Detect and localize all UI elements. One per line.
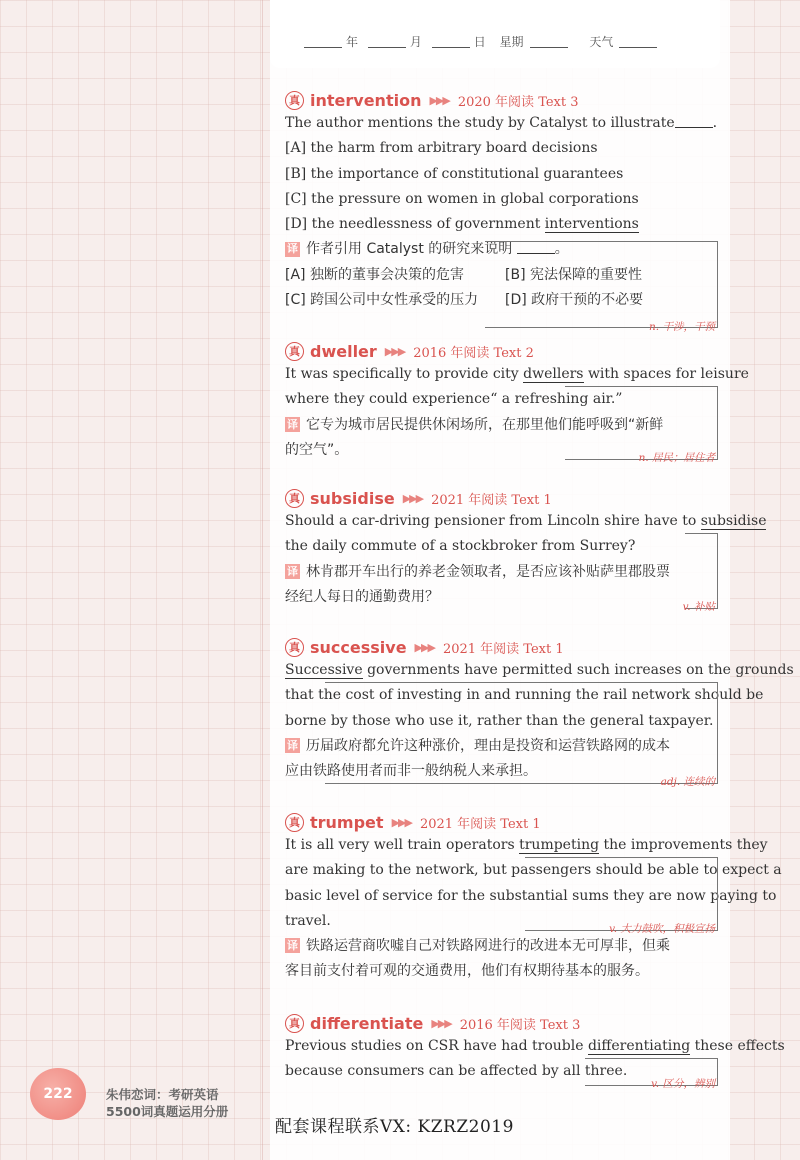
- sentence-line: It was specifically to provide city dwellers with spaces for leisure: [285, 366, 749, 382]
- book-title-line-1: 朱伟恋词：考研英语: [106, 1087, 219, 1102]
- sentence-line: are making to the network, but passengers should be able to expect a: [285, 862, 782, 879]
- entry-differentiate: [285, 1012, 785, 1090]
- translation-marker-icon: 译: [287, 738, 298, 752]
- day-label: 日: [473, 35, 486, 49]
- exam-marker-icon: 真: [285, 1014, 304, 1033]
- gloss-bracket: [685, 533, 718, 609]
- gloss-bracket: [485, 241, 718, 328]
- underlined-word: interventions: [544, 216, 639, 233]
- translation-line: 的空气”。: [285, 441, 349, 458]
- gloss: v. 区分，辨别: [651, 1078, 715, 1090]
- source-label: 2021 年阅读 Text 1: [419, 816, 541, 832]
- option-b: [B] the importance of constitutional guarantees: [285, 165, 624, 182]
- sentence-line: the daily commute of a stockbroker from Surrey?: [285, 538, 636, 555]
- headword: differentiate: [310, 1013, 424, 1033]
- option-d: [D] the needlessness of government interventions: [285, 216, 639, 233]
- headword: trumpet: [310, 812, 384, 832]
- page-number-badge: 222: [30, 1068, 86, 1120]
- underlined-word: subsidise: [700, 513, 767, 529]
- arrow-icon: ▶▶▶: [384, 344, 405, 358]
- sentence-line: Successive governments have permitted such increases on the grounds: [285, 662, 794, 678]
- source-label: 2016 年阅读 Text 3: [459, 1017, 581, 1033]
- sentence-line: It is all very well train operators trumpeting the improvements they: [285, 837, 768, 853]
- sentence-line: Previous studies on CSR have had trouble differentiating these effects: [285, 1038, 785, 1054]
- option-c: [C] the pressure on women in global corporations: [285, 190, 639, 207]
- sentence-line: because consumers can be affected by all three.: [285, 1063, 628, 1080]
- translation-line: 译 铁路运营商吹嘘自己对铁路网进行的改进本无可厚非，但乘: [287, 938, 670, 955]
- arrow-icon: ▶▶▶: [402, 491, 423, 505]
- headword: intervention: [310, 90, 422, 110]
- headword: subsidise: [310, 488, 395, 508]
- gloss: v. 大力鼓吹，积极宣扬: [609, 923, 715, 935]
- sentence-line: borne by those who use it, rather than the general taxpayer.: [285, 712, 714, 729]
- translation-marker-icon: 译: [287, 939, 298, 953]
- source-label: 2021 年阅读 Text 1: [431, 492, 552, 508]
- gloss-bracket: [525, 857, 718, 931]
- exam-marker-icon: 真: [285, 638, 304, 657]
- underlined-word: dwellers: [523, 366, 584, 382]
- entry-trumpet: [285, 811, 782, 985]
- exam-marker-icon: 真: [285, 489, 304, 508]
- arrow-icon: ▶▶▶: [391, 815, 411, 829]
- book-title: [106, 1086, 228, 1120]
- exam-marker-icon: 真: [285, 813, 304, 832]
- underlined-word: differentiating: [587, 1038, 691, 1054]
- weekday-label: 星期: [499, 35, 524, 49]
- underlined-word: Successive: [285, 662, 363, 678]
- arrow-icon: ▶▶▶: [429, 93, 449, 107]
- book-title-line-2: 5500词真题运用分册: [106, 1104, 229, 1119]
- margin-line: [262, 0, 263, 1160]
- day-blank: [432, 47, 470, 48]
- translation-line: 译 它专为城市居民提供休闲场所，在那里他们能呼吸到“新鲜: [287, 416, 664, 433]
- source-label: 2016 年阅读 Text 2: [413, 345, 534, 361]
- gloss: n. 居民；居住者: [638, 452, 715, 464]
- translation-line: 译 历届政府都允许这种涨价，理由是投资和运营铁路网的成本: [287, 737, 670, 754]
- weather-label: 天气: [589, 35, 614, 49]
- entry-intervention: [285, 89, 725, 333]
- cn-option-d: [D] 政府干预的不必要: [505, 292, 644, 309]
- entry-dweller: [285, 340, 749, 464]
- sentence-line: that the cost of investing in and running the rail network should be: [285, 687, 764, 704]
- source-label: 2021 年阅读 Text 1: [442, 641, 564, 657]
- year-label: 年: [346, 35, 359, 49]
- entry-head: [285, 89, 725, 111]
- translation-line: 译 林肯郡开车出行的养老金领取者，是否应该补贴萨里郡股票: [287, 563, 670, 580]
- translation-marker-icon: 译: [287, 564, 298, 578]
- option-a: [A] the harm from arbitrary board decisions: [285, 140, 598, 157]
- gloss-bracket: [565, 386, 718, 460]
- arrow-icon: ▶▶▶: [414, 640, 434, 654]
- gloss-bracket: [325, 682, 718, 784]
- weekday-blank: [530, 47, 568, 48]
- sentence-line: basic level of service for the substantial sums they are now paying to: [285, 887, 777, 904]
- underlined-word: trumpeting: [519, 837, 600, 853]
- sentence-line: Should a car-driving pensioner from Lincoln shire have to subsidise: [285, 513, 767, 529]
- gloss: n. 干涉，干预: [649, 321, 715, 333]
- gloss: adj. 连续的: [660, 776, 715, 788]
- exam-marker-icon: 真: [285, 342, 304, 361]
- arrow-icon: ▶▶▶: [431, 1016, 451, 1030]
- question-line: The author mentions the study by Catalyst to illustrate .: [285, 115, 718, 131]
- headword: successive: [310, 637, 407, 657]
- cn-option-c: [C] 跨国公司中女性承受的压力: [285, 292, 479, 309]
- translation-line: 译 作者引用 Catalyst 的研究来说明 。: [287, 241, 569, 258]
- sentence-line: travel.: [285, 912, 331, 929]
- cn-option-b: [B] 宪法保障的重要性: [505, 266, 642, 283]
- exam-marker-icon: 真: [285, 91, 304, 110]
- sentence-line: where they could experience“ a refreshing air.”: [285, 391, 623, 408]
- headword: dweller: [310, 341, 377, 361]
- year-blank: [304, 47, 342, 48]
- translation-marker-icon: 译: [287, 417, 298, 431]
- source-label: 2020 年阅读 Text 3: [457, 94, 579, 110]
- entry-subsidise: [285, 487, 767, 613]
- date-line: [300, 33, 661, 50]
- weather-blank: [619, 47, 657, 48]
- translation-line: 应由铁路使用者而非一般纳税人来承担。: [285, 763, 537, 780]
- month-label: 月: [409, 35, 422, 49]
- translation-line: 客目前支付着可观的交通费用，他们有权期待基本的服务。: [285, 963, 649, 980]
- month-blank: [368, 47, 406, 48]
- translation-marker-icon: 译: [287, 242, 298, 256]
- entry-successive: [285, 636, 794, 788]
- translation-line: 经纪人每日的通勤费用？: [285, 588, 439, 605]
- gloss: v. 补贴: [682, 601, 715, 613]
- footer-contact: 配套课程联系VX: KZRZ2019: [275, 1117, 514, 1137]
- cn-option-a: [A] 独断的董事会决策的危害: [285, 266, 464, 283]
